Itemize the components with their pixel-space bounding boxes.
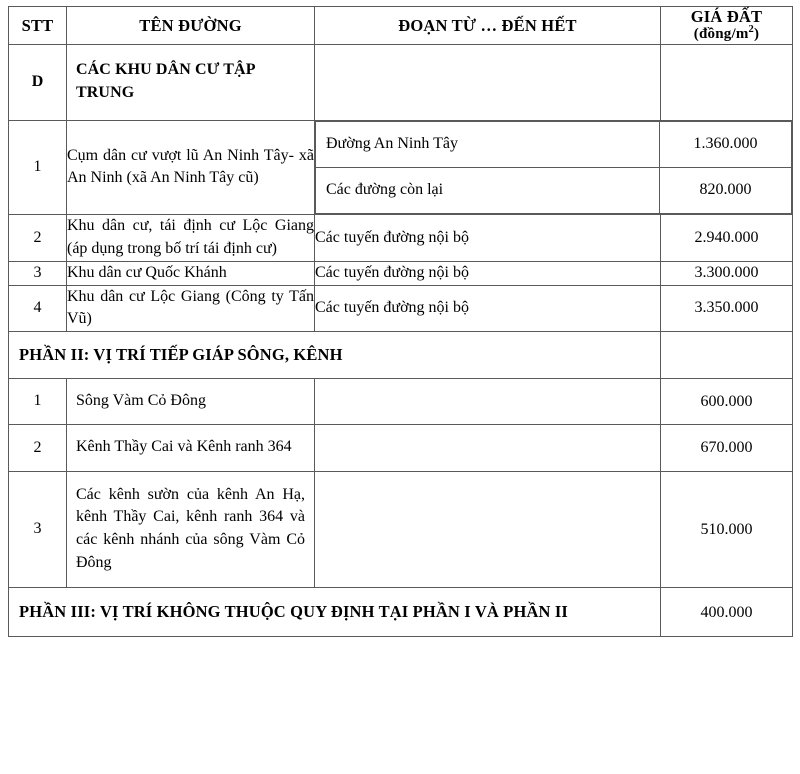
- row-name-3: Khu dân cư Quốc Khánh: [67, 261, 315, 285]
- table-row: [9, 285, 793, 331]
- section-part2-title: PHẦN II: VỊ TRÍ TIẾP GIÁP SÔNG, KÊNH: [9, 331, 661, 378]
- row-name-2: Khu dân cư, tái định cư Lộc Giang (áp dụng trong bố trí tái định cư): [67, 215, 315, 261]
- row-index-3: 3: [9, 261, 67, 285]
- row-segment-3: Các tuyến đường nội bộ: [315, 261, 661, 285]
- section-part2-price: [661, 331, 793, 378]
- header-price-unit-prefix: (đồng/m: [693, 26, 749, 43]
- header-price-unit-suffix: ): [754, 26, 760, 43]
- table-row: [9, 45, 793, 120]
- row-index-2: 2: [9, 215, 67, 261]
- table-row: [9, 331, 793, 378]
- row-1-sub-0-price: 1.360.000: [660, 121, 792, 167]
- table-row: [9, 471, 793, 588]
- header-price-unit-exponent: 2: [748, 24, 754, 36]
- table-row: [9, 261, 793, 285]
- table-header-row: [9, 7, 793, 45]
- row-index-4: 4: [9, 285, 67, 331]
- part2-row-name-3: Các kênh sườn của kênh An Hạ, kênh Thầy Cai, kênh ranh 364 và các kênh nhánh của sông Vàm Cỏ Đông: [67, 471, 315, 588]
- table-header: [9, 7, 793, 45]
- row-1-sub-1-segment: Các đường còn lại: [316, 167, 660, 213]
- table-body: [9, 45, 793, 637]
- part2-row-price-1: 600.000: [661, 379, 793, 425]
- table-row: [9, 588, 793, 637]
- table-row: [9, 215, 793, 261]
- row-1-subrows-container: [315, 120, 793, 215]
- row-price-3: 3.300.000: [661, 261, 793, 285]
- part2-row-segment-2: [315, 424, 661, 471]
- nested-subrow-table: [315, 121, 792, 215]
- part2-row-index-2: 2: [9, 424, 67, 471]
- section-d-price: [661, 45, 793, 120]
- row-price-4: 3.350.000: [661, 285, 793, 331]
- table-row: [9, 120, 793, 215]
- land-price-table: [8, 6, 793, 637]
- table-row: [9, 424, 793, 471]
- part2-row-segment-1: [315, 379, 661, 425]
- sub-row: [316, 167, 792, 213]
- section-part3-title: PHẦN III: VỊ TRÍ KHÔNG THUỘC QUY ĐỊNH TẠI PHẦN I VÀ PHẦN II: [9, 588, 661, 637]
- part2-row-price-3: 510.000: [661, 471, 793, 588]
- row-index-1: 1: [9, 120, 67, 215]
- part2-row-name-2: Kênh Thầy Cai và Kênh ranh 364: [67, 424, 315, 471]
- part2-row-index-3: 3: [9, 471, 67, 588]
- row-name-4: Khu dân cư Lộc Giang (Công ty Tấn Vũ): [67, 285, 315, 331]
- section-part3-price: 400.000: [661, 588, 793, 637]
- row-index-d: D: [9, 45, 67, 120]
- header-segment: ĐOẠN TỪ … ĐẾN HẾT: [315, 7, 661, 45]
- row-name-1: Cụm dân cư vượt lũ An Ninh Tây- xã An Ninh (xã An Ninh Tây cũ): [67, 120, 315, 215]
- part2-row-price-2: 670.000: [661, 424, 793, 471]
- part2-row-segment-3: [315, 471, 661, 588]
- header-price-label: GIÁ ĐẤT: [690, 7, 763, 26]
- row-segment-2: Các tuyến đường nội bộ: [315, 215, 661, 261]
- table-row: [9, 379, 793, 425]
- part2-row-index-1: 1: [9, 379, 67, 425]
- row-segment-4: Các tuyến đường nội bộ: [315, 285, 661, 331]
- header-street-name: TÊN ĐƯỜNG: [67, 7, 315, 45]
- section-d-segment: [315, 45, 661, 120]
- section-d-title: CÁC KHU DÂN CƯ TẬP TRUNG: [67, 45, 315, 120]
- row-1-sub-0-segment: Đường An Ninh Tây: [316, 121, 660, 167]
- header-price-unit: [661, 26, 792, 44]
- part2-row-name-1: Sông Vàm Cỏ Đông: [67, 379, 315, 425]
- row-1-sub-1-price: 820.000: [660, 167, 792, 213]
- row-price-2: 2.940.000: [661, 215, 793, 261]
- header-stt: STT: [9, 7, 67, 45]
- header-price: [661, 7, 793, 45]
- sub-row: [316, 121, 792, 167]
